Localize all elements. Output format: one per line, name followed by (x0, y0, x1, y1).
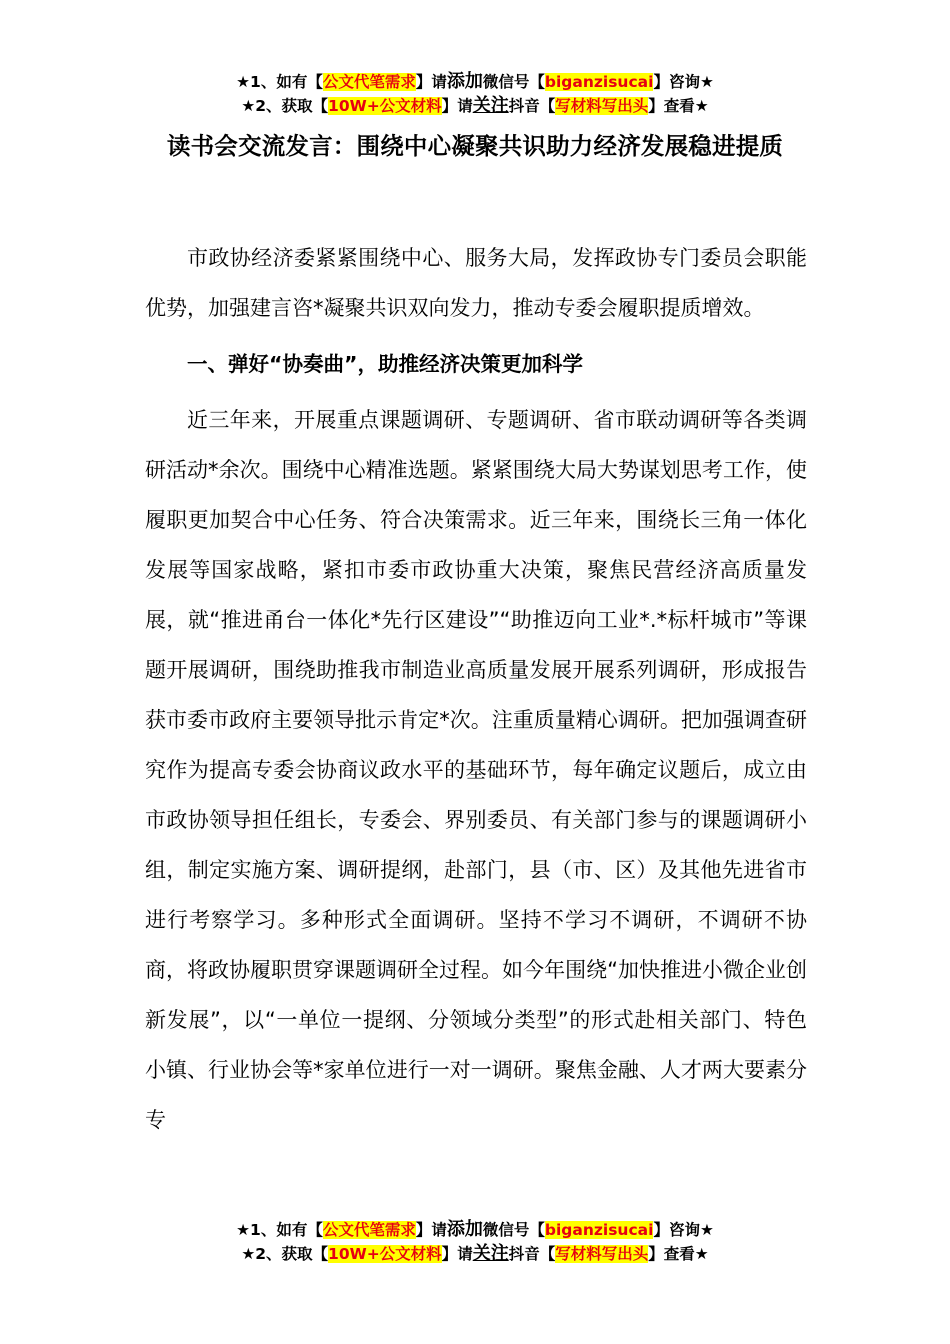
banner-emphasis: 关注 (472, 1243, 509, 1264)
banner-text: 抖音【 (508, 97, 556, 115)
banner-line-1 (0, 1218, 950, 1242)
intro-paragraph: 市政协经济委紧紧围绕中心、服务大局，发挥政协专门委员会职能优势，加强建言咨*凝聚共识双向发力，推动专委会履职提质增效。 (145, 246, 807, 320)
banner-text: 】查看★ (648, 1245, 709, 1263)
banner-line-2 (0, 94, 950, 118)
banner-highlight: 公文代笔需求 (322, 73, 416, 91)
footer-banner (0, 1218, 950, 1266)
banner-text: ★2、获取【 (241, 1245, 329, 1263)
banner-text: 微信号【 (482, 1221, 545, 1239)
banner-line-2 (0, 1242, 950, 1266)
banner-highlight: 10W+公文材料 (328, 97, 442, 115)
banner-text: 】请 (441, 97, 473, 115)
banner-text: 】咨询★ (653, 1221, 714, 1239)
section-heading: 一、弹好“协奏曲”，助推经济决策更加科学 (187, 352, 583, 376)
banner-douyin-id: 写材料写出头 (555, 1245, 649, 1263)
document-title: 读书会交流发言：围绕中心凝聚共识助力经济发展稳进提质 (166, 132, 784, 160)
banner-highlight: 公文代笔需求 (322, 1221, 416, 1239)
banner-emphasis: 添加 (446, 1219, 483, 1240)
banner-text: 】请 (441, 1245, 473, 1263)
banner-text: 】请 (415, 1221, 447, 1239)
body-paragraph: 近三年来，开展重点课题调研、专题调研、省市联动调研等各类调研活动*余次。围绕中心精准选题。紧紧围绕大局大势谋划思考工作，使履职更加契合中心任务、符合决策需求。近三年来，围绕长三角一体化发展等国家战略，紧扣市委市政协重大决策，聚焦民营经济高质量发展，就“推进甬台一体化*先行区建设”“助推迈向工业*.*标杆城市”等课题开展调研，围绕助推我市制造业高质量发展开展系列调研，形成报告获市委市政府主要领导批示肯定*次。注重质量精心调研。把加强调查研究作为提高专委会协商议政水平的基础环节，每年确定议题后，成立由市政协领导担任组长，专委会、界别委员、有关部门参与的课题调研小组，制定实施方案、调研提纲，赴部门，县（市、区）及其他先进省市进行考察学习。多种形式全面调研。坚持不学习不调研，不调研不协商，将政协履职贯穿课题调研全过程。如今年围绕“加快推进小微企业创新发展”，以“一单位一提纲、分领域分类型”的形式赴相关部门、特色小镇、行业协会等*家单位进行一对一调研。聚焦金融、人才两大要素分专 (145, 408, 807, 1132)
banner-emphasis: 关注 (472, 95, 509, 116)
banner-highlight: 10W+公文材料 (328, 1245, 442, 1263)
banner-line-1 (0, 70, 950, 94)
banner-text: ★1、如有【 (236, 1221, 323, 1239)
document-body (145, 233, 807, 1145)
banner-douyin-id: 写材料写出头 (555, 97, 649, 115)
banner-text: ★2、获取【 (241, 97, 329, 115)
banner-text: 抖音【 (508, 1245, 556, 1263)
banner-wechat-id: biganzisucai (544, 73, 654, 91)
banner-text: 】请 (415, 73, 447, 91)
banner-text: ★1、如有【 (236, 73, 323, 91)
banner-emphasis: 添加 (446, 71, 483, 92)
banner-wechat-id: biganzisucai (544, 1221, 654, 1239)
banner-text: 】查看★ (648, 97, 709, 115)
banner-text: 微信号【 (482, 73, 545, 91)
header-banner (0, 70, 950, 118)
banner-text: 】咨询★ (653, 73, 714, 91)
